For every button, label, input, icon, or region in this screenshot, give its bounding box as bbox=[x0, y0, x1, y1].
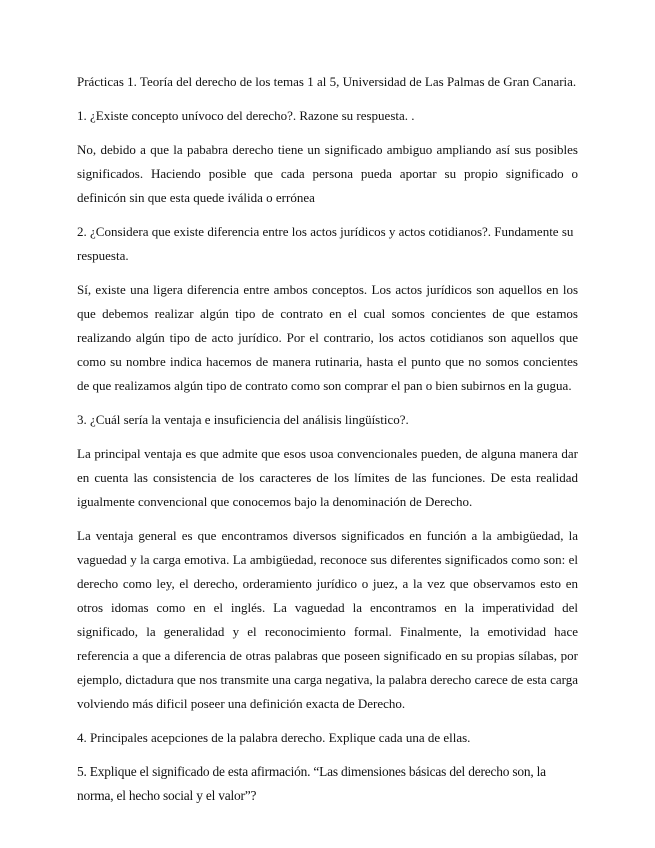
document-title: Prácticas 1. Teoría del derecho de los temas 1 al 5, Universidad de Las Palmas de Gran Canaria. bbox=[77, 74, 577, 89]
question-2: 2. ¿Considera que existe diferencia entre los actos jurídicos y actos cotidianos?. Fundamente su respuesta. bbox=[77, 224, 574, 263]
question-3: 3. ¿Cuál sería la ventaja e insuficiencia del análisis lingüístico?. bbox=[77, 412, 409, 427]
question-4: 4. Principales acepciones de la palabra derecho. Explique cada una de ellas. bbox=[77, 730, 471, 745]
question-5: 5. Explique el significado de esta afirmación. “Las dimensiones básicas del derecho son, la norma, el hecho social y el valor”? bbox=[77, 764, 546, 803]
answer-3-paragraph-2: La ventaja general es que encontramos diversos significados en función a la ambigüedad, la vaguedad y la carga emotiva. La ambigüedad, reconoce sus diferentes significados como son: el derecho como ley, el derecho, orderamiento jurídico o juez, a la vez que observamos esto en otros idomas como en el inglés. La vaguedad la encontramos en la imperatividad del significado, la generalidad y el reconocimiento formal. Finalmente, la emotividad hace referencia a que a diferencia de otras palabras que poseen significado en su propias sílabas, por ejemplo, dictadura que nos transmite una carga negativa, la palabra derecho carece de esta carga volviendo más dificil poseer una definición exacta de Derecho. bbox=[77, 528, 578, 711]
answer-2: Sí, existe una ligera diferencia entre ambos conceptos. Los actos jurídicos son aquellos en los que debemos realizar algún tipo de contrato en el cual somos concientes de que estamos realizando algún tipo de acto jurídico. Por el contrario, los actos cotidianos son aquellos que como su nombre indica hacemos de manera rutinaria, hasta el punto que no somos concientes de que realizamos algún tipo de contrato como son comprar el pan o bien subirnos en la gugua. bbox=[77, 282, 578, 393]
answer-1: No, debido a que la pababra derecho tiene un significado ambiguo ampliando así sus posibles significados. Haciendo posible que cada persona pueda aportar su propio significado o definicón sin que esta quede iválida o errónea bbox=[77, 142, 578, 205]
question-1: 1. ¿Existe concepto unívoco del derecho?. Razone su respuesta. . bbox=[77, 108, 415, 123]
document-body bbox=[77, 70, 578, 818]
answer-3-paragraph-1: La principal ventaja es que admite que esos usoa convencionales pueden, de alguna manera dar en cuenta las consistencia de los caracteres de los límites de las funciones. De esta realidad igualmente convencional que conocemos bajo la denominación de Derecho. bbox=[77, 446, 578, 509]
